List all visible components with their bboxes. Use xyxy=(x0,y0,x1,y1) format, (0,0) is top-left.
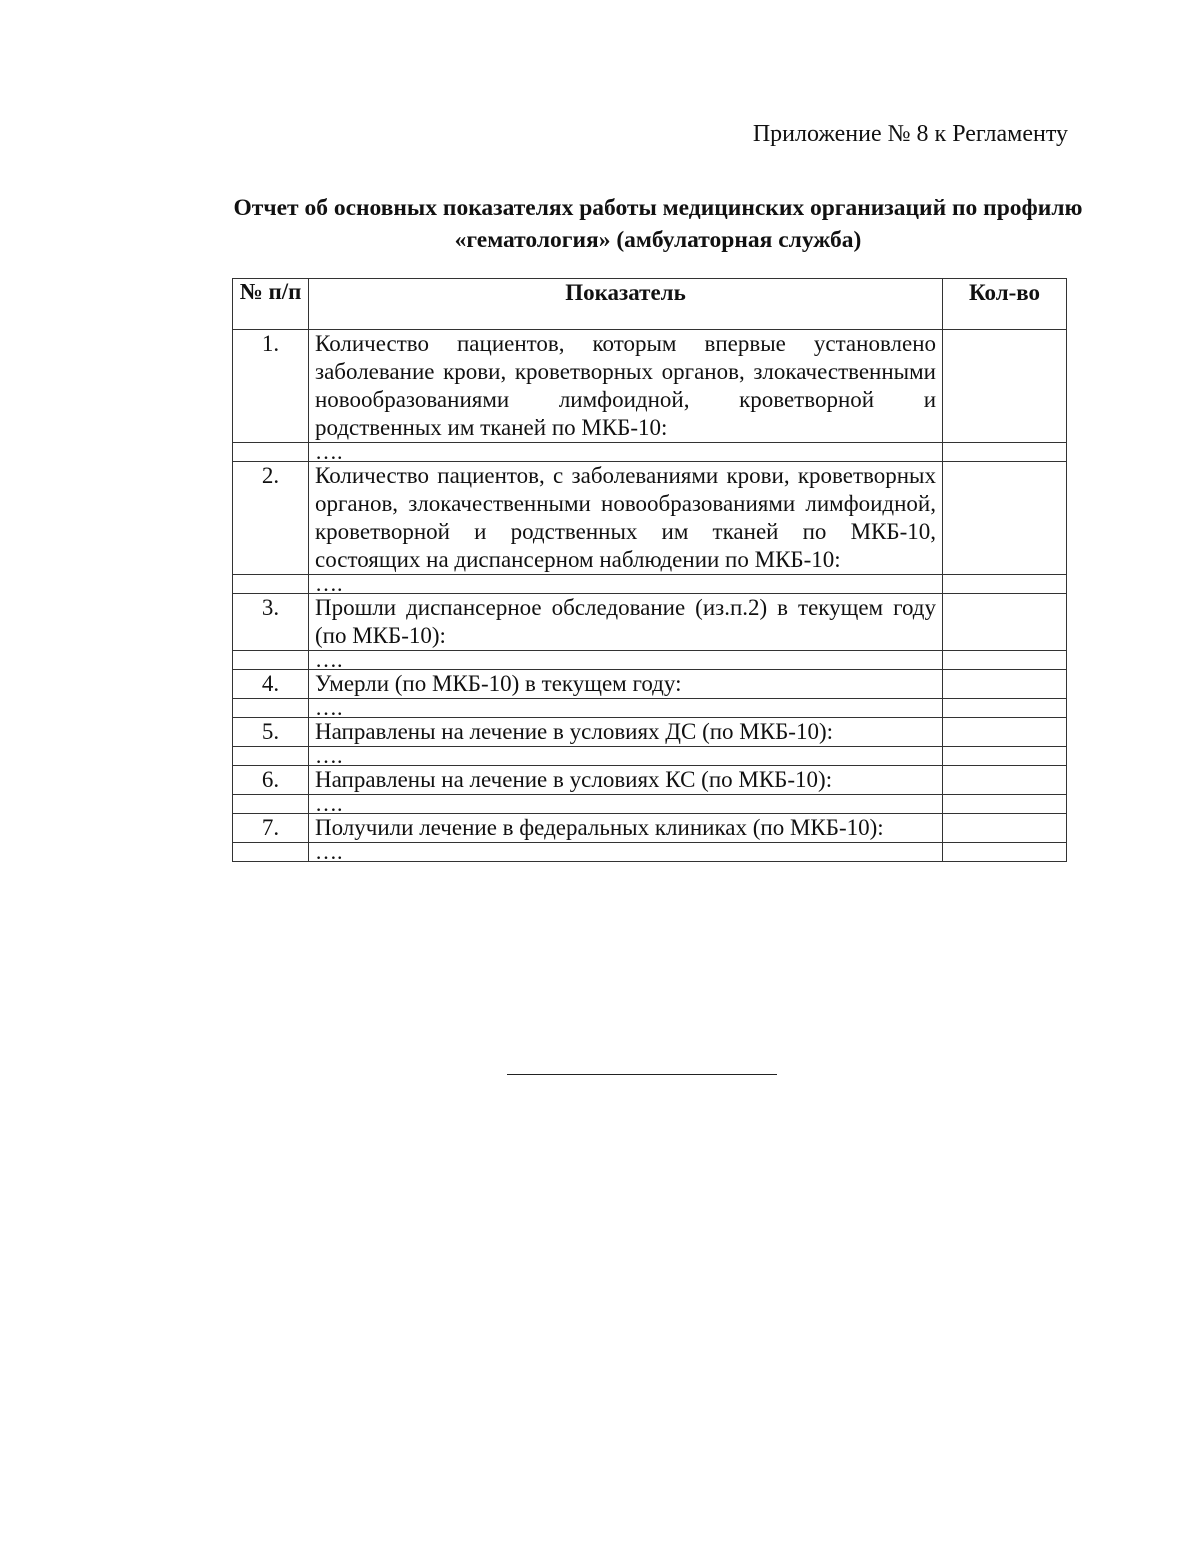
subrow-placeholder: …. xyxy=(309,699,943,718)
report-title: Отчет об основных показателях работы медицинских организаций по профилю «гематология» (амбулаторная служба) xyxy=(233,195,1083,253)
subrow-placeholder: …. xyxy=(309,795,943,814)
subrow-number xyxy=(233,843,309,862)
row-indicator: Количество пациентов, с заболеваниями крови, кроветворных органов, злокачественными новообразованиями лимфоидной, кроветворной и родственных им тканей по МКБ-10, состоящих на диспансерном наблюдении по МКБ-10: xyxy=(309,462,943,575)
subrow-number xyxy=(233,575,309,594)
table-subrow xyxy=(233,443,1067,462)
table-row xyxy=(233,718,1067,747)
subrow-quantity xyxy=(943,443,1067,462)
table-subrow xyxy=(233,575,1067,594)
subrow-placeholder: …. xyxy=(309,843,943,862)
table-subrow xyxy=(233,651,1067,670)
table-row xyxy=(233,766,1067,795)
row-indicator: Прошли диспансерное обследование (из.п.2) в текущем году (по МКБ-10): xyxy=(309,594,943,651)
row-number: 2. xyxy=(233,462,309,575)
subrow-placeholder: …. xyxy=(309,747,943,766)
table-subrow xyxy=(233,699,1067,718)
table-row xyxy=(233,462,1067,575)
table-subrow xyxy=(233,843,1067,862)
row-number: 4. xyxy=(233,670,309,699)
table-subrow xyxy=(233,795,1067,814)
subrow-number xyxy=(233,443,309,462)
row-number: 1. xyxy=(233,330,309,443)
subrow-quantity xyxy=(943,747,1067,766)
row-quantity xyxy=(943,594,1067,651)
row-number: 5. xyxy=(233,718,309,747)
appendix-label: Приложение № 8 к Регламенту xyxy=(752,121,1068,147)
row-indicator: Направлены на лечение в условиях ДС (по МКБ-10): xyxy=(309,718,943,747)
table-header-row xyxy=(233,279,1067,330)
table-row xyxy=(233,814,1067,843)
subrow-quantity xyxy=(943,843,1067,862)
row-quantity xyxy=(943,462,1067,575)
table-subrow xyxy=(233,747,1067,766)
subrow-placeholder: …. xyxy=(309,443,943,462)
row-indicator: Умерли (по МКБ-10) в текущем году: xyxy=(309,670,943,699)
subrow-number xyxy=(233,795,309,814)
row-quantity xyxy=(943,330,1067,443)
row-number: 3. xyxy=(233,594,309,651)
header-quantity: Кол-во xyxy=(943,279,1067,330)
subrow-placeholder: …. xyxy=(309,575,943,594)
row-quantity xyxy=(943,718,1067,747)
subrow-quantity xyxy=(943,699,1067,718)
subrow-placeholder: …. xyxy=(309,651,943,670)
end-divider-line xyxy=(507,1074,777,1075)
row-indicator: Направлены на лечение в условиях КС (по МКБ-10): xyxy=(309,766,943,795)
row-quantity xyxy=(943,766,1067,795)
row-quantity xyxy=(943,670,1067,699)
subrow-number xyxy=(233,651,309,670)
row-indicator: Получили лечение в федеральных клиниках (по МКБ-10): xyxy=(309,814,943,843)
subrow-quantity xyxy=(943,795,1067,814)
subrow-quantity xyxy=(943,575,1067,594)
table-row xyxy=(233,670,1067,699)
row-number: 6. xyxy=(233,766,309,795)
row-number: 7. xyxy=(233,814,309,843)
subrow-quantity xyxy=(943,651,1067,670)
report-table xyxy=(232,278,1067,862)
table-row xyxy=(233,594,1067,651)
row-quantity xyxy=(943,814,1067,843)
row-indicator: Количество пациентов, которым впервые установлено заболевание крови, кроветворных органов, злокачественными новообразованиями лимфоидной, кроветворной и родственных им тканей по МКБ-10: xyxy=(309,330,943,443)
header-number: № п/п xyxy=(233,279,309,330)
header-indicator: Показатель xyxy=(309,279,943,330)
subrow-number xyxy=(233,699,309,718)
subrow-number xyxy=(233,747,309,766)
table-row xyxy=(233,330,1067,443)
